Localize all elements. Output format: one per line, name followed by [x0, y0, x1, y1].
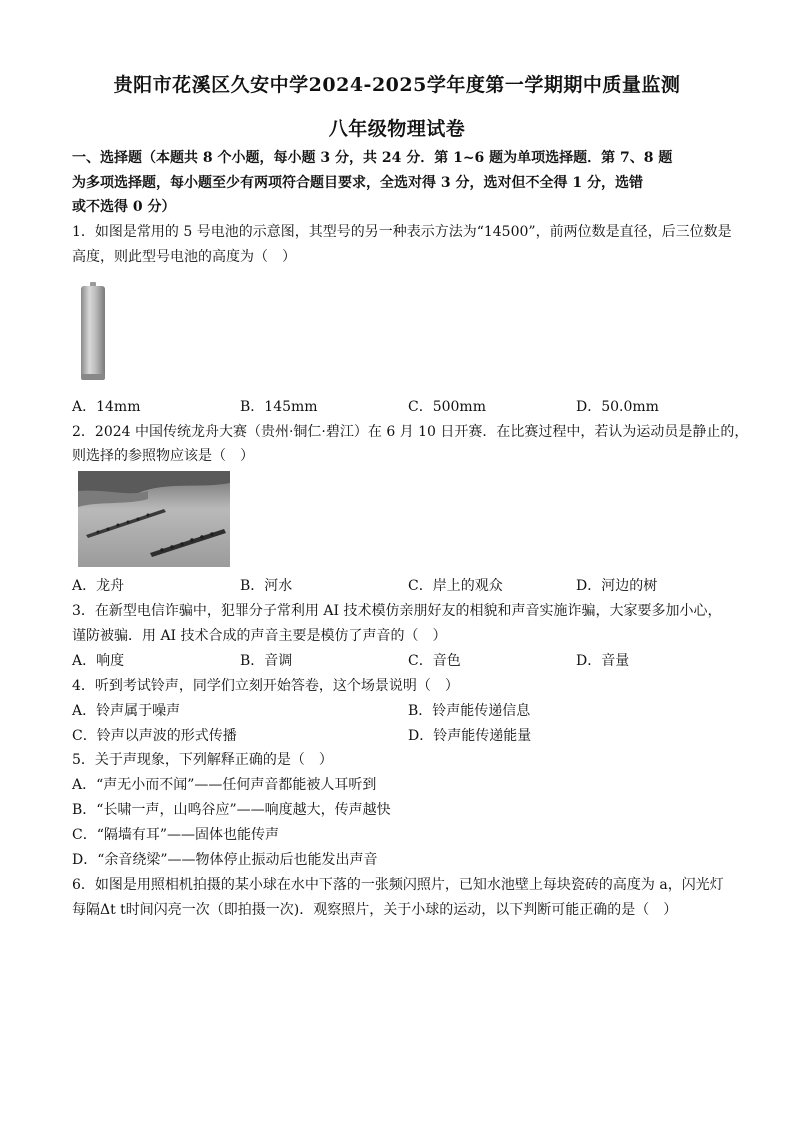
question-3-option-c[interactable]: C．音色 — [408, 653, 461, 669]
question-5-option-b[interactable]: B．“长啸一声，山鸣谷应”——响度越大，传声越快 — [72, 802, 391, 818]
question-2-text-line-1: 2．2024 中国传统龙舟大赛（贵州·铜仁·碧江）在 6 月 10 日开赛．在比赛过程中，若认为运动员是静止的， — [72, 424, 749, 440]
question-1-option-c[interactable]: C．500mm — [408, 399, 486, 415]
question-2-option-b[interactable]: B．河水 — [240, 578, 293, 594]
question-4-option-d[interactable]: D．铃声能传递能量 — [408, 728, 532, 744]
question-2-text-line-2: 则选择的参照物应该是（ ） — [72, 448, 254, 464]
exam-subtitle: 八年级物理试卷 — [328, 118, 466, 140]
question-5-option-d[interactable]: D．“余音绕梁”——物体停止振动后也能发出声音 — [72, 852, 378, 868]
question-4-option-a[interactable]: A．铃声属于噪声 — [72, 703, 181, 719]
question-1-option-a[interactable]: A．14mm — [72, 399, 141, 415]
dragon-boat-photo — [78, 471, 230, 567]
question-3-text-line-2: 谨防被骗．用 AI 技术合成的声音主要是模仿了声音的（ ） — [72, 628, 447, 644]
question-4-option-b[interactable]: B．铃声能传递信息 — [408, 703, 531, 719]
question-6-text-line-1: 6．如图是用照相机拍摄的某小球在水中下落的一张频闪照片，已知水池壁上每块瓷砖的高度为 a，闪光灯 — [72, 877, 724, 893]
battery-figure — [80, 282, 106, 382]
question-2-option-a[interactable]: A．龙舟 — [72, 578, 125, 594]
question-4-text-line-1: 4．听到考试铃声，同学们立刻开始答卷，这个场景说明（ ） — [72, 678, 459, 694]
section-instructions-line-2: 为多项选择题，每小题至少有两项符合题目要求，全选对得 3 分，选对但不全得 1 分，选错 — [72, 175, 643, 191]
question-1-option-d[interactable]: D．50.0mm — [576, 399, 659, 415]
question-3-text-line-1: 3．在新型电信诈骗中，犯罪分子常利用 AI 技术模仿亲朋好友的相貌和声音实施诈骗，大家要多加小心， — [72, 603, 722, 619]
question-3-option-d[interactable]: D．音量 — [576, 653, 630, 669]
question-2-option-d[interactable]: D．河边的树 — [576, 578, 658, 594]
section-instructions-line-1: 一、选择题（本题共 8 个小题，每小题 3 分，共 24 分．第 1~6 题为单项选择题．第 7、8 题 — [72, 150, 673, 166]
question-5-option-c[interactable]: C．“隔墙有耳”——固体也能传声 — [72, 827, 280, 843]
question-1-text-line-1: 1．如图是常用的 5 号电池的示意图，其型号的另一种表示方法为“14500”，前两位数是直径，后三位数是 — [72, 224, 732, 240]
exam-title: 贵阳市花溪区久安中学2024-2025学年度第一学期期中质量监测 — [113, 74, 681, 96]
question-1-option-b[interactable]: B．145mm — [240, 399, 318, 415]
section-instructions-line-3: 或不选得 0 分） — [72, 199, 176, 215]
question-4-option-c[interactable]: C．铃声以声波的形式传播 — [72, 728, 237, 744]
question-5-option-a[interactable]: A．“声无小而不闻”——任何声音都能被人耳听到 — [72, 777, 377, 793]
question-6-text-line-2: 每隔Δt t时间闪亮一次（即拍摄一次)．观察照片，关于小球的运动，以下判断可能正确的是（ ） — [72, 902, 678, 918]
question-1-text-line-2: 高度，则此型号电池的高度为（ ） — [72, 249, 296, 265]
question-3-option-b[interactable]: B．音调 — [240, 653, 293, 669]
question-2-option-c[interactable]: C．岸上的观众 — [408, 578, 503, 594]
question-3-option-a[interactable]: A．响度 — [72, 653, 125, 669]
question-5-text-line-1: 5．关于声现象，下列解释正确的是（ ） — [72, 752, 333, 768]
